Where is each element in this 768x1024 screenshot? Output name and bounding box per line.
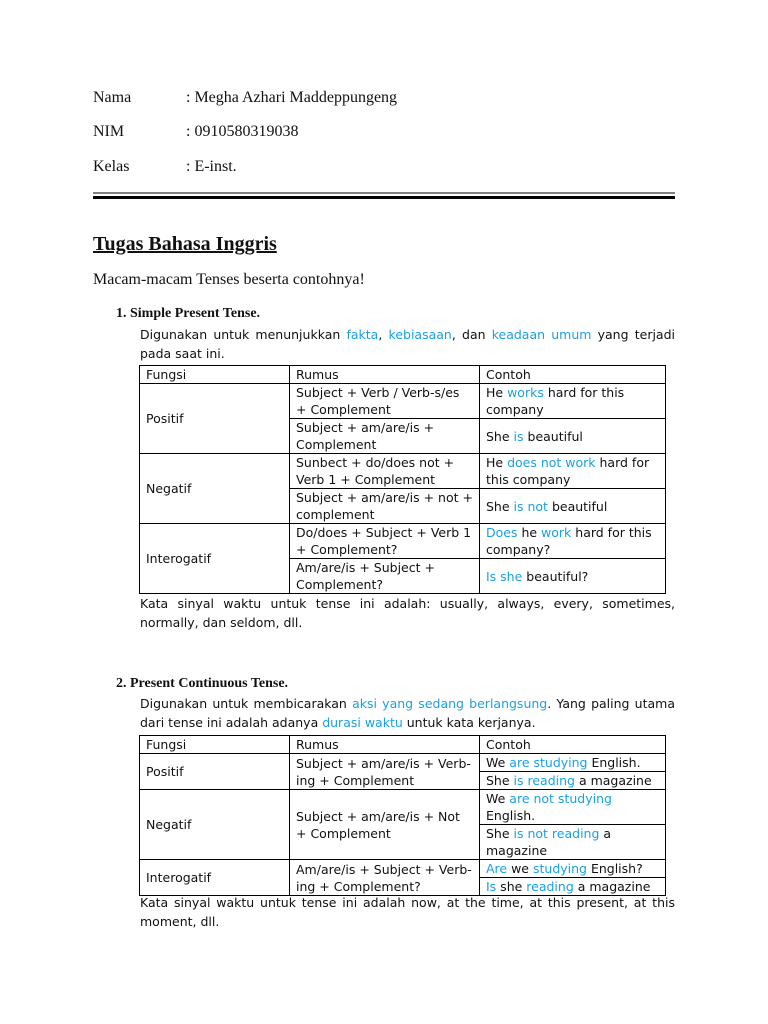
nim-value: : 0910580319038 — [186, 123, 299, 140]
rumus-cell: Subject + am/are/is + Not + Complement — [290, 790, 480, 860]
contoh-cell: Are we studying English? — [480, 860, 666, 878]
header-rumus: Rumus — [290, 366, 480, 384]
contoh-cell: Is she reading a magazine — [480, 878, 666, 896]
rumus-cell: Subject + am/are/is + not + complement — [290, 489, 480, 524]
page-subtitle: Macam-macam Tenses beserta contohnya! — [93, 271, 365, 288]
rumus-cell: Subject + am/are/is + Complement — [290, 419, 480, 454]
contoh-cell: She is not beautiful — [480, 489, 666, 524]
table-row — [140, 754, 666, 772]
fungsi-negatif: Negatif — [140, 454, 290, 524]
rumus-cell: Sunbect + do/does not + Verb 1 + Complement — [290, 454, 480, 489]
fungsi-positif: Positif — [140, 384, 290, 454]
fungsi-negatif: Negatif — [140, 790, 290, 860]
section2-note: Kata sinyal waktu untuk tense ini adalah now, at the time, at this present, at this moment, dll. — [140, 895, 675, 929]
rumus-cell: Am/are/is + Subject + Complement? — [290, 559, 480, 594]
header-contoh: Contoh — [480, 366, 666, 384]
header-fungsi: Fungsi — [140, 366, 290, 384]
table-row — [140, 860, 666, 878]
contoh-cell: He does not work hard for this company — [480, 454, 666, 489]
contoh-cell: She is reading a magazine — [480, 772, 666, 790]
page-title: Tugas Bahasa Inggris — [93, 233, 277, 255]
section2-table — [139, 735, 666, 896]
contoh-cell: He works hard for this company — [480, 384, 666, 419]
table-row — [140, 524, 666, 559]
rumus-cell: Subject + Verb / Verb-s/es + Complement — [290, 384, 480, 419]
nim-label: NIM — [93, 123, 125, 140]
fungsi-interogatif: Interogatif — [140, 860, 290, 896]
contoh-cell: We are studying English. — [480, 754, 666, 772]
section1-table — [139, 365, 666, 594]
header-contoh: Contoh — [480, 736, 666, 754]
table-header-row — [140, 736, 666, 754]
kelas-label: Kelas — [93, 158, 130, 175]
section1-intro: Digunakan untuk menunjukkan fakta, kebiasaan, dan keadaan umum yang terjadi pada saat ini. — [140, 327, 676, 361]
divider-thin — [93, 192, 675, 194]
fungsi-interogatif: Interogatif — [140, 524, 290, 594]
fungsi-positif: Positif — [140, 754, 290, 790]
kelas-value: : E-inst. — [186, 158, 237, 175]
section1-heading: 1. Simple Present Tense. — [116, 306, 261, 321]
table-header-row — [140, 366, 666, 384]
contoh-cell: She is beautiful — [480, 419, 666, 454]
divider-thick — [93, 196, 675, 199]
section2-intro: Digunakan untuk membicarakan aksi yang sedang berlangsung. Yang paling utama dari tense ini adalah adanya durasi waktu untuk kata kerjanya. — [140, 696, 676, 730]
contoh-cell: Is she beautiful? — [480, 559, 666, 594]
rumus-cell: Do/does + Subject + Verb 1 + Complement? — [290, 524, 480, 559]
contoh-cell: She is not reading a magazine — [480, 825, 666, 860]
table-row — [140, 384, 666, 419]
section2-heading: 2. Present Continuous Tense. — [116, 676, 289, 691]
name-label: Nama — [93, 89, 132, 106]
contoh-cell: Does he work hard for this company? — [480, 524, 666, 559]
header-rumus: Rumus — [290, 736, 480, 754]
rumus-cell: Subject + am/are/is + Verb-ing + Complement — [290, 754, 480, 790]
name-value: : Megha Azhari Maddeppungeng — [186, 89, 398, 106]
rumus-cell: Am/are/is + Subject + Verb-ing + Complement? — [290, 860, 480, 896]
table-row — [140, 790, 666, 825]
table-row — [140, 454, 666, 489]
section1-note: Kata sinyal waktu untuk tense ini adalah: usually, always, every, sometimes, normally, dan seldom, dll. — [140, 596, 675, 630]
header-fungsi: Fungsi — [140, 736, 290, 754]
contoh-cell: We are not studying English. — [480, 790, 666, 825]
